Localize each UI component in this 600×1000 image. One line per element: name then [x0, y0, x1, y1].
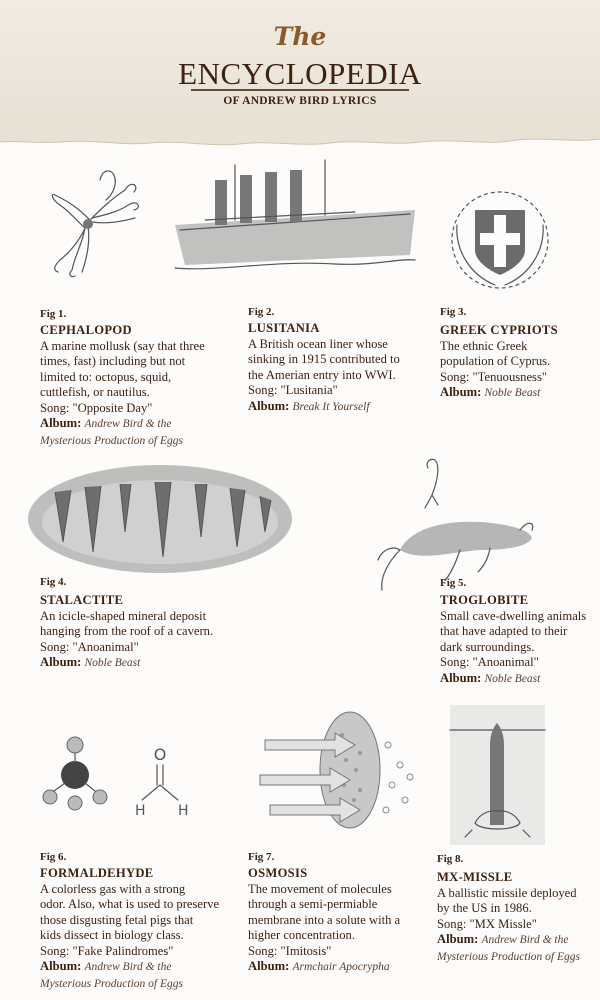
album-label: Album: [40, 655, 82, 669]
fig-4-label: Fig 4. [40, 576, 67, 588]
fig-7-label: Fig 7. [248, 851, 275, 863]
entry-album [40, 655, 213, 672]
entry-desc: The ethnic Greek [440, 338, 528, 353]
page-header [0, 0, 600, 139]
svg-text:H: H [135, 803, 146, 819]
entry-album-cont [437, 949, 580, 966]
album-label: Album: [40, 416, 82, 430]
entry-desc: A British ocean liner whose [248, 336, 388, 351]
album-label: Album: [40, 959, 82, 973]
entry-desc: higher concentration. [248, 928, 356, 942]
entry-song: Song: "Opposite Day" [40, 400, 153, 415]
entry-song: Song: "MX Missle" [437, 916, 537, 931]
svg-text:O: O [153, 745, 167, 764]
title-rule [191, 89, 409, 91]
album-label: Album: [437, 932, 479, 946]
album-value: Noble Beast [84, 657, 141, 669]
entry-desc: dark surroundings. [440, 639, 535, 654]
album-label: Album: [248, 398, 290, 413]
entry-term: STALACTITE [40, 593, 124, 607]
album-label: Album: [248, 959, 290, 973]
album-value: Armchair Apocrypha [292, 961, 390, 973]
entry-album [40, 416, 205, 433]
missile-silo-sketch-icon [450, 705, 545, 845]
entry-desc: those disgusting fetal pigs that [40, 912, 194, 927]
album-value: Mysterious Production of Eggs [437, 950, 580, 963]
album-value: Break It Yourself [292, 400, 370, 413]
ocean-liner-sketch-icon [175, 150, 415, 280]
entry-album [40, 959, 219, 976]
entry-album [437, 932, 580, 949]
entry-osmosis [248, 866, 400, 976]
entry-desc: The movement of molecules [248, 881, 392, 896]
torn-paper-edge [0, 130, 600, 152]
entry-album [248, 399, 400, 416]
entry-song: Song: "Fake Palindromes" [40, 943, 174, 958]
fig-8-label: Fig 8. [437, 853, 464, 865]
entry-song: Song: "Anoanimal" [440, 655, 539, 669]
entry-mx-missle [437, 870, 580, 965]
entry-stalactite [40, 593, 213, 672]
album-value: Andrew Bird & the [84, 961, 172, 973]
entry-desc: A ballistic missile deployed [437, 885, 577, 900]
entry-desc: the Amerian entry into WWI. [248, 367, 396, 382]
fig-5-label: Fig 5. [440, 577, 467, 589]
album-value: Noble Beast [484, 672, 541, 685]
entry-formaldehyde [40, 866, 219, 992]
entry-album [248, 959, 400, 976]
album-label: Album: [440, 385, 482, 399]
entry-troglobite [440, 593, 586, 687]
entry-term: GREEK CYPRIOTS [440, 323, 558, 337]
entry-desc: cuttlefish, or nautilus. [40, 385, 150, 399]
entry-desc: Small cave-dwelling animals [440, 608, 587, 623]
entry-album [440, 671, 586, 688]
molecule-sketch-icon [30, 725, 200, 825]
entry-term: LUSITANIA [248, 321, 320, 335]
entry-desc: by the US in 1986. [437, 901, 532, 915]
entry-song: Song: "Lusitania" [248, 383, 338, 397]
entry-term: FORMALDEHYDE [40, 866, 154, 880]
svg-text:H: H [178, 803, 189, 819]
album-value: Andrew Bird & the [84, 418, 172, 430]
album-value: Andrew Bird & the [481, 934, 569, 946]
entry-desc: that have adapted to their [440, 624, 568, 638]
entry-desc: through a semi-permiable [248, 897, 378, 911]
entry-album-cont [40, 976, 219, 993]
album-value: Noble Beast [484, 387, 541, 399]
entry-desc: odor. Also, what is used to preserve [40, 897, 220, 911]
entry-term: CEPHALOPOD [40, 323, 132, 337]
entry-desc: A colorless gas with a strong [40, 881, 186, 896]
page-subtitle: OF ANDREW BIRD LYRICS [223, 95, 377, 107]
squid-sketch-icon [30, 160, 150, 280]
entry-desc: membrane into a solute with a [248, 912, 401, 927]
membrane-sketch-icon [260, 705, 420, 845]
entry-greek-cypriots [440, 323, 558, 402]
entry-desc: sinking in 1915 contributed to [248, 352, 400, 366]
fig-6-label: Fig 6. [40, 851, 67, 863]
page-title: ENCYCLOPEDIA [178, 56, 422, 91]
entry-cephalopod [40, 323, 205, 449]
album-label: Album: [440, 670, 482, 685]
fig-3-label: Fig 3. [440, 306, 467, 318]
album-value: Mysterious Production of Eggs [40, 977, 183, 990]
header-the: The [273, 22, 327, 51]
entry-term: MX-MISSLE [437, 870, 513, 884]
entry-desc: An icicle-shaped mineral deposit [40, 608, 207, 623]
fig-2-label: Fig 2. [248, 306, 275, 318]
entry-desc: population of Cyprus. [440, 354, 551, 368]
entry-desc: times, fast) including but not [40, 354, 186, 368]
entry-desc: hanging from the roof of a cavern. [40, 624, 214, 638]
entry-term: TROGLOBITE [440, 593, 529, 607]
entry-term: OSMOSIS [248, 866, 308, 880]
cave-stalactite-sketch-icon [25, 462, 295, 577]
entry-song: Song: "Imitosis" [248, 943, 332, 958]
fig-1-label: Fig 1. [40, 308, 67, 320]
entry-song: Song: "Anoanimal" [40, 639, 139, 654]
greek-coat-of-arms-sketch-icon [445, 185, 555, 295]
entry-album-cont [40, 433, 205, 450]
entry-desc: kids dissect in biology class. [40, 928, 184, 942]
album-value: Mysterious Production of Eggs [40, 434, 183, 447]
entry-song: Song: "Tenuousness" [440, 369, 548, 384]
entry-desc: A marine mollusk (say that three [40, 338, 205, 353]
entry-lusitania [248, 321, 400, 415]
entry-desc: limited to: octopus, squid, [40, 369, 172, 384]
entry-album [440, 385, 558, 402]
